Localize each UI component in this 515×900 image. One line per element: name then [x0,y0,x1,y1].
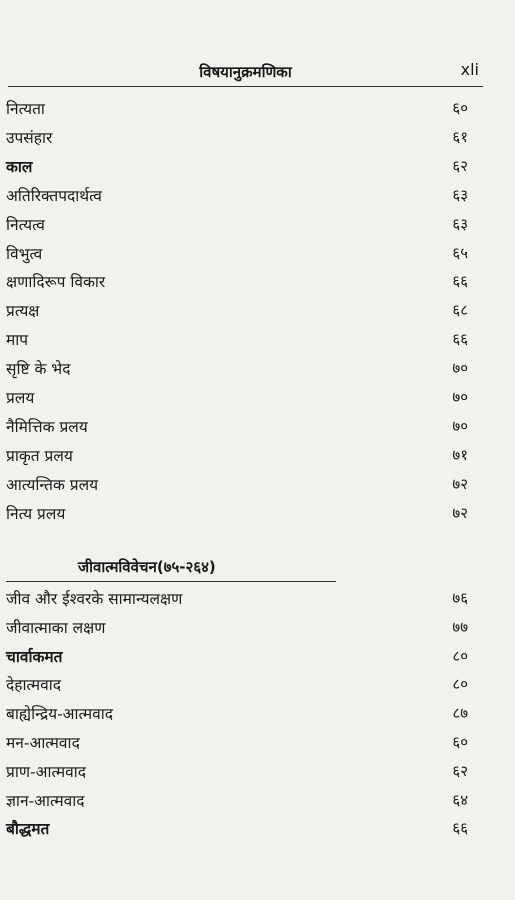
toc-entry-page: ७२ [452,503,468,522]
toc-entry-label: विभुत्व [6,244,43,263]
toc-entry-label: सृष्टि के भेद [6,360,71,379]
toc-entry-page: ६२ [452,156,468,175]
toc-entry-page: ६४ [452,790,468,809]
toc-entry [6,210,470,238]
toc-entry-page: ६६ [452,330,468,349]
toc-entry-page: ७६ [452,589,468,607]
toc-entry-page: ६३ [452,214,468,233]
toc-entry [6,757,470,785]
toc-entry-label: क्षणादिरूप विकार [6,273,106,292]
toc-entry [6,123,470,151]
toc-entry-label: प्राण-आत्मवाद [6,762,86,781]
toc-entry-label: नैमित्तिक प्रलय [6,417,88,436]
toc-entry [6,642,470,670]
toc-entry-label: बौद्धमत [6,820,50,839]
toc-entry [6,94,470,122]
toc-entry [6,152,470,180]
toc-entry [6,181,470,209]
toc-entry [6,670,470,698]
toc-entry [6,325,470,353]
toc-entry-page: ८७ [452,704,468,723]
section-heading-text: जीवात्मविवेचन(७५-२६४) [78,558,216,576]
toc-entry-page: ७७ [452,617,468,636]
toc-entry [6,412,470,440]
header-page-number: xli [460,60,479,79]
toc-entry-page: ६६ [452,272,468,291]
toc-entry-label: उपसंहार [6,128,53,147]
toc-entry [6,267,470,295]
toc-entry-page: ७० [452,359,468,378]
toc-entry [6,728,470,756]
section-heading [6,553,336,582]
toc-entry-label: जीवात्माका लक्षण [6,618,106,637]
toc-entry-page: ६२ [452,761,468,780]
toc-entry [6,499,470,527]
toc-entry-page: ६६ [452,819,468,838]
toc-entry-label: आत्यन्तिक प्रलय [6,475,99,494]
toc-entry [6,613,470,641]
toc-entry-label: ज्ञान-आत्मवाद [6,791,85,810]
toc-entry-page: ७० [452,416,468,435]
toc-entry [6,699,470,727]
toc-entry-label: चार्वाकमत [6,647,63,666]
toc-entry-page: ८० [452,646,468,665]
running-header [8,60,483,87]
toc-entry-page: ६१ [452,127,468,146]
toc-entry-page: ६० [452,733,468,751]
toc-entry-label: काल [6,157,33,176]
toc-entry [6,584,470,612]
toc-entry [6,296,470,324]
toc-entry-label: देहात्मवाद [6,676,61,695]
toc-entry-page: ८० [452,675,468,694]
toc-entry-page: ६० [452,99,468,117]
toc-entry [6,441,470,469]
toc-entry-page: ७१ [452,445,468,464]
toc-entry [6,814,470,842]
toc-entry [6,470,470,498]
toc-entry-label: नित्य प्रलय [6,504,66,523]
toc-entry-label: मन-आत्मवाद [6,734,80,752]
toc-entry-label: नित्यता [6,100,45,118]
toc-entry [6,354,470,382]
toc-entry-page: ६३ [452,185,468,204]
toc-entry-page: ६८ [452,301,468,320]
toc-entry [6,383,470,411]
toc-entry-page: ७० [452,388,468,406]
toc-entry-label: अतिरिक्तपदार्थत्व [6,186,102,205]
toc-entry [6,786,470,814]
toc-entry-page: ६५ [452,243,468,262]
toc-entry-label: नित्यत्व [6,215,45,234]
toc-entry-label: जीव और ईश्वरके सामान्यलक्षण [6,590,183,608]
toc-entry-label: माप [6,331,29,350]
toc-entry-label: प्रत्यक्ष [6,302,40,321]
header-title: विषयानुक्रमणिका [199,63,292,81]
toc-entry-page: ७२ [452,474,468,493]
toc-entry-label: प्रलय [6,389,35,407]
toc-entry-label: बाह्येन्द्रिय-आत्मवाद [6,705,114,724]
toc-entry-label: प्राकृत प्रलय [6,446,73,465]
toc-entry [6,239,470,267]
